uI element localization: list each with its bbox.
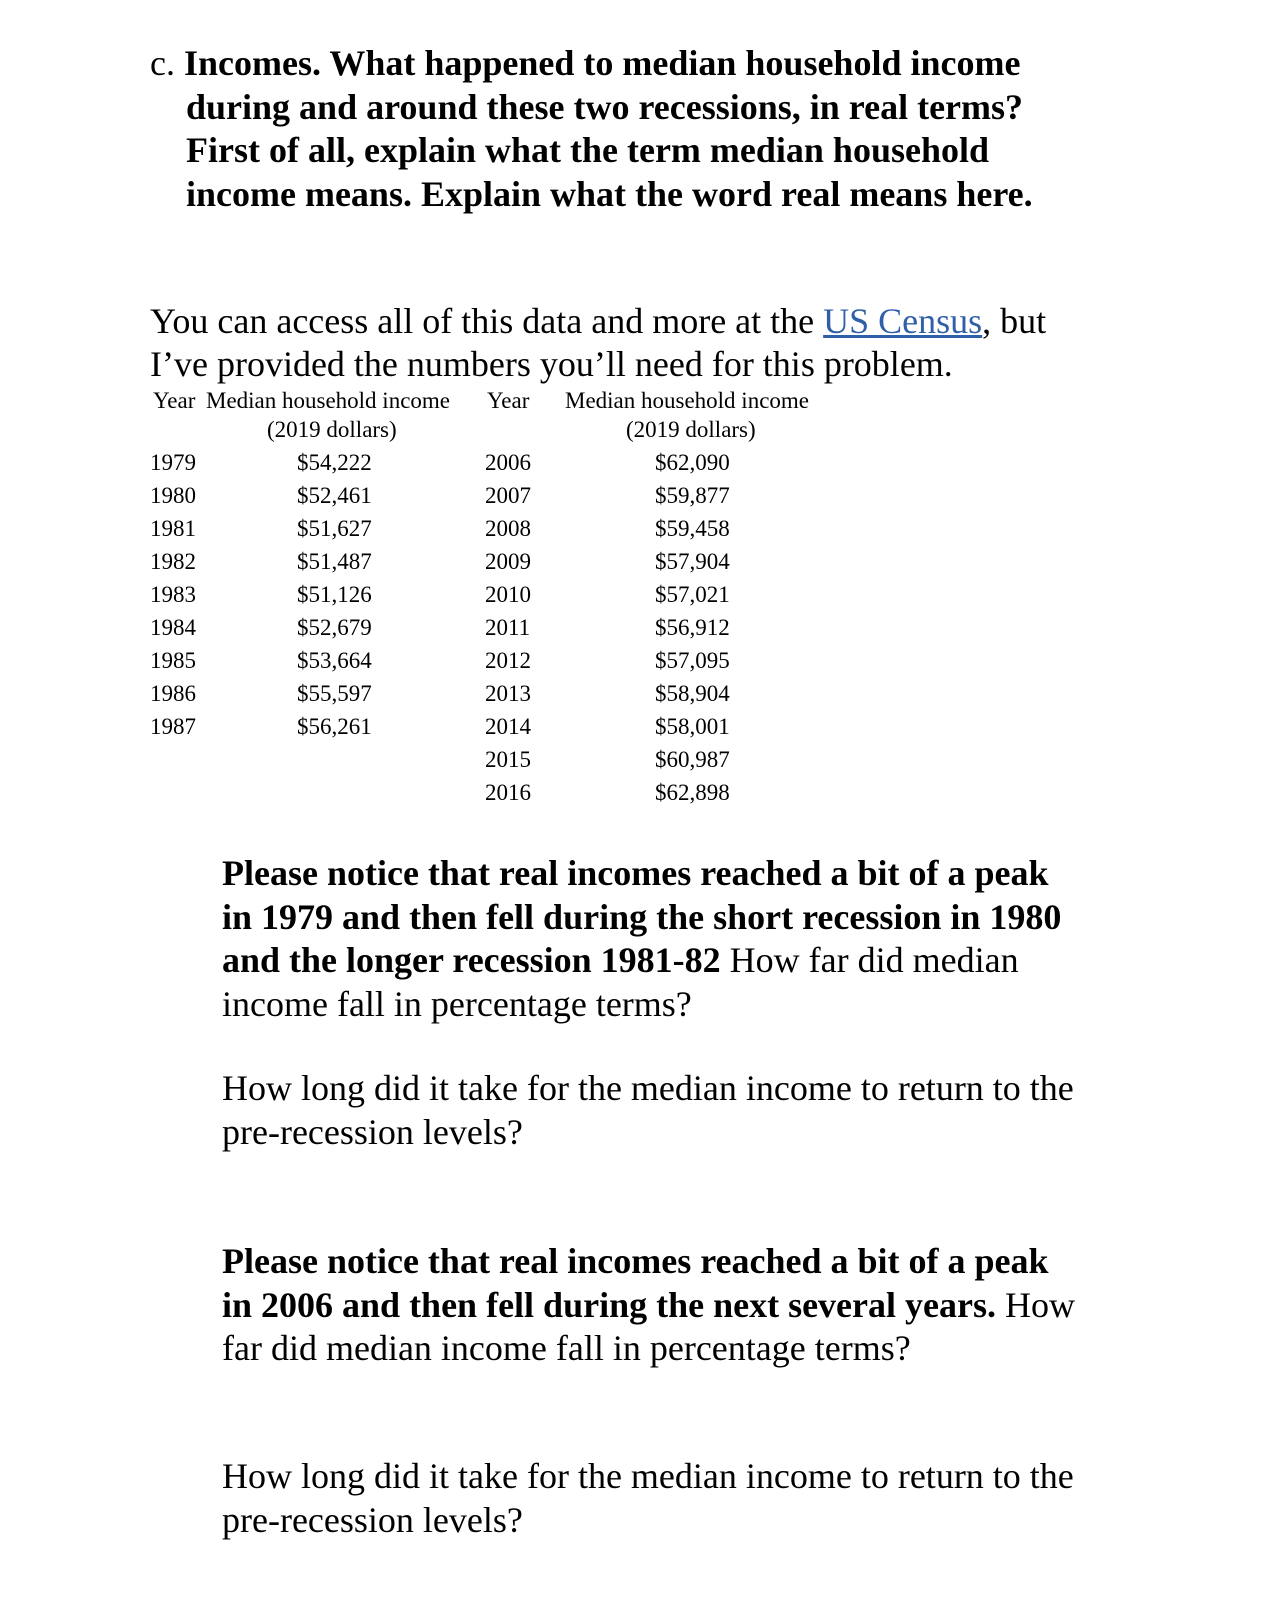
table-cell-income: $54,222 — [297, 450, 372, 475]
intro-text — [150, 300, 1150, 386]
table-cell-year: 2016 — [485, 780, 531, 805]
question-heading — [150, 42, 1110, 216]
table-cell-income: $55,597 — [297, 681, 372, 706]
table-cell-income: $57,095 — [655, 648, 730, 673]
table-cell-year: 1982 — [150, 549, 196, 574]
paragraph-2006-recession: Please notice that real incomes reached a bit of a peak in 2006 and then fell during the next several years. How far did median income fall in percentage terms? — [222, 1241, 1075, 1368]
table-cell-income: $52,679 — [297, 615, 372, 640]
table-cell-year: 1979 — [150, 450, 196, 475]
header-year-right: Year — [487, 388, 530, 413]
table-cell-year: 1980 — [150, 483, 196, 508]
paragraph-recovery-question-1: How long did it take for the median income to return to the pre-recession levels? — [222, 1068, 1074, 1152]
question-line-3: First of all, explain what the term median household — [186, 130, 990, 170]
paragraph-recovery-question-2: How long did it take for the median income to return to the pre-recession levels? — [222, 1456, 1074, 1540]
table-cell-income: $57,904 — [655, 549, 730, 574]
table-cell-year: 1984 — [150, 615, 196, 640]
table-cell-year: 2007 — [485, 483, 531, 508]
table-cell-year: 2009 — [485, 549, 531, 574]
table-cell-income: $57,021 — [655, 582, 730, 607]
header-income-right-unit: (2019 dollars) — [626, 417, 756, 442]
table-cell-year: 2008 — [485, 516, 531, 541]
us-census-link[interactable]: US Census — [823, 301, 983, 341]
table-cell-income: $59,458 — [655, 516, 730, 541]
table-cell-income: $60,987 — [655, 747, 730, 772]
question-letter: c. — [150, 43, 175, 83]
question-line-1: c. Incomes. What happened to median household income — [150, 43, 1021, 83]
table-cell-income: $59,877 — [655, 483, 730, 508]
table-cell-year: 2006 — [485, 450, 531, 475]
table-cell-year: 1987 — [150, 714, 196, 739]
table-cell-income: $62,090 — [655, 450, 730, 475]
table-cell-year: 2012 — [485, 648, 531, 673]
table-cell-income: $51,627 — [297, 516, 372, 541]
table-cell-year: 2015 — [485, 747, 531, 772]
table-cell-income: $56,261 — [297, 714, 372, 739]
header-income-left-unit: (2019 dollars) — [267, 417, 397, 442]
table-cell-income: $53,664 — [297, 648, 372, 673]
question-line-4: income means. Explain what the word real means here. — [186, 173, 1033, 214]
table-cell-year: 1983 — [150, 582, 196, 607]
table-cell-income: $52,461 — [297, 483, 372, 508]
paragraph-1980s-recession: Please notice that real incomes reached a bit of a peak in 1979 and then fell during the short recession in 1980 and the longer recession 1981-82 How far did median income fall in percentage terms? — [222, 853, 1062, 1024]
intro-line-2: I’ve provided the numbers you’ll need for this problem. — [150, 344, 953, 384]
table-cell-year: 2013 — [485, 681, 531, 706]
table-cell-income: $62,898 — [655, 780, 730, 805]
table-cell-income: $58,904 — [655, 681, 730, 706]
table-cell-income: $51,487 — [297, 549, 372, 574]
header-income-right: Median household income — [565, 388, 810, 413]
header-income-left: Median household income — [206, 388, 451, 413]
table-cell-year: 1981 — [150, 516, 196, 541]
header-year-left: Year — [153, 388, 196, 413]
table-cell-year: 2011 — [485, 615, 531, 640]
table-cell-year: 1985 — [150, 648, 196, 673]
table-cell-year: 1986 — [150, 681, 196, 706]
question-line-2: during and around these two recessions, in real terms? — [186, 86, 1024, 127]
table-cell-year: 2010 — [485, 582, 531, 607]
intro-line-1: You can access all of this data and more at the US Census, but — [150, 301, 1047, 341]
table-cell-income: $51,126 — [297, 582, 372, 607]
table-cell-income: $58,001 — [655, 714, 730, 739]
table-cell-year: 2014 — [485, 714, 531, 739]
table-cell-income: $56,912 — [655, 615, 730, 640]
